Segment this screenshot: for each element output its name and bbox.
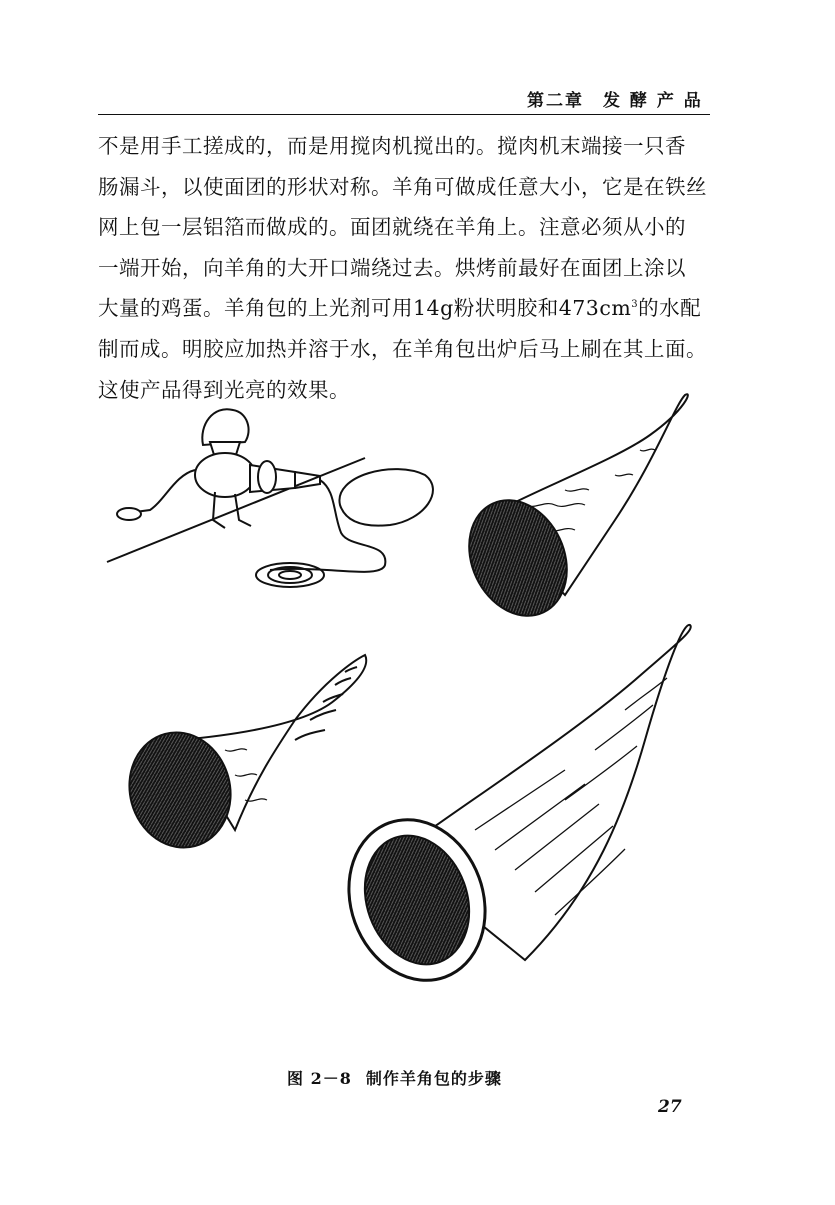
figure-illustration [95, 380, 745, 1040]
croissant-steps-figure [95, 380, 745, 1040]
meat-grinder-illustration [107, 409, 433, 587]
paragraph-line-6: 制而成。明胶应加热并溶于水，在羊角包出炉后马上刷在其上面。 [98, 336, 707, 361]
paragraph-line-4: 一端开始，向羊角的大开口端绕过去。烘烤前最好在面团上涂以 [98, 255, 686, 280]
paragraph-line-5 [98, 288, 716, 329]
line5-main: 大量的鸡蛋。羊角包的上光剂可用14g粉状明胶和473cm [98, 296, 632, 321]
paragraph-line-7: 这使产品得到光亮的效果。 [98, 377, 350, 402]
paragraph-line-2: 肠漏斗，以使面团的形状对称。羊角可做成任意大小，它是在铁丝 [98, 174, 707, 199]
paragraph-line-1: 不是用手工搓成的，而是用搅肉机搅出的。搅肉机末端接一只香 [98, 134, 686, 158]
caption-text: 制作羊角包的步骤 [365, 1069, 502, 1088]
paragraph-line-3: 网上包一层铝箔而做成的。面团就绕在羊角上。注意必须从小的 [98, 215, 686, 240]
running-head: 第二章 发 酵 产 品 [527, 91, 703, 111]
header-rule [98, 114, 710, 115]
caption-label: 图 2－8 [287, 1069, 352, 1088]
dough-wrapped-horn-illustration [117, 655, 367, 859]
foil-horn-illustration [451, 394, 688, 632]
page-number: 27 [658, 1097, 682, 1117]
finished-croissant-illustration [327, 625, 691, 1000]
line5-tail: 的水配 [638, 296, 702, 321]
body-text [98, 126, 716, 410]
figure-caption [287, 1066, 502, 1089]
cubic-exponent: 3 [631, 299, 639, 311]
